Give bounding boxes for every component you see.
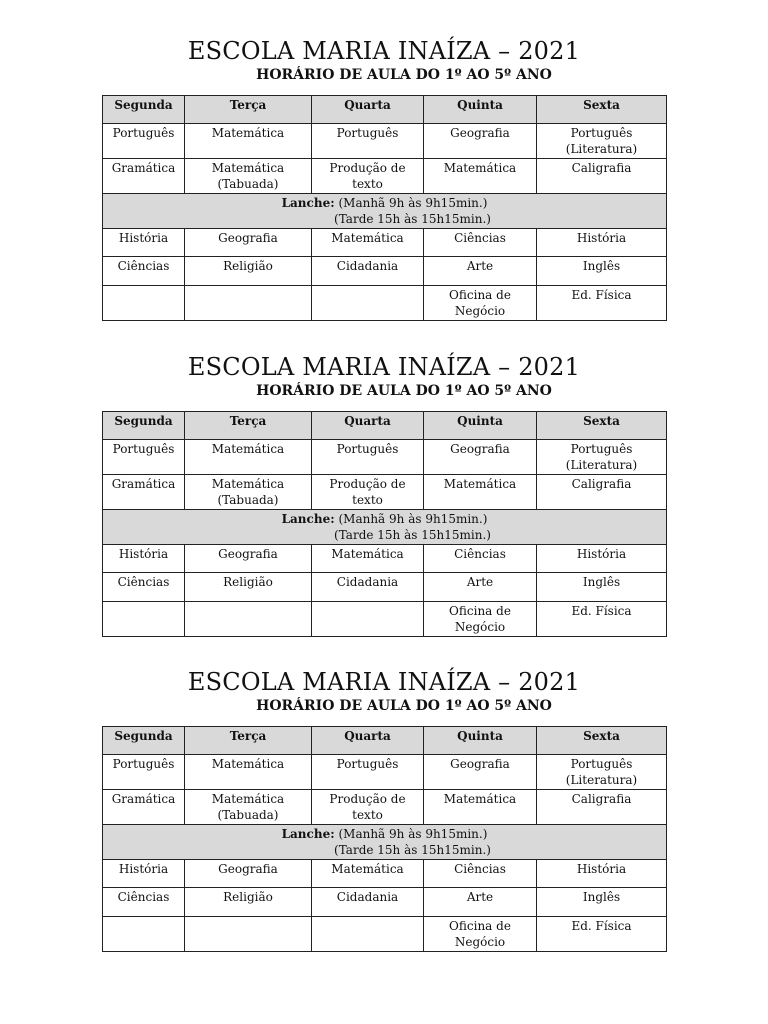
lunch-afternoon: (Tarde 15h às 15h15min.) [334,843,491,857]
class-cell: Arte [424,257,537,286]
table-row [103,602,667,637]
class-cell: Produção de texto [312,159,424,194]
class-cell: Português [103,124,185,159]
day-header-wednesday: Quarta [312,727,424,755]
class-cell: Religião [185,888,312,917]
class-cell: Português [312,124,424,159]
class-cell: Arte [424,573,537,602]
schedule-subtitle: HORÁRIO DE AULA DO 1º AO 5º ANO [256,383,552,399]
class-cell: Geografia [424,440,537,475]
lunch-label: Lanche: [281,196,335,210]
table-row [103,286,667,321]
class-cell [103,917,185,952]
class-cell: Ciências [424,860,537,888]
day-header-wednesday: Quarta [312,96,424,124]
class-cell: Geografia [424,755,537,790]
class-cell: Cidadania [312,888,424,917]
lunch-cell [103,194,667,229]
table-row [103,917,667,952]
class-cell: Português (Literatura) [537,440,667,475]
schedule-table [102,726,667,952]
table-row [103,440,667,475]
class-cell: Caligrafia [537,790,667,825]
header-row [103,727,667,755]
class-cell: Gramática [103,790,185,825]
table-row [103,124,667,159]
day-header-monday: Segunda [103,96,185,124]
class-cell: Português [312,440,424,475]
schedule-table [102,411,667,637]
day-header-tuesday: Terça [185,96,312,124]
class-cell: História [103,545,185,573]
class-cell: Matemática [312,860,424,888]
class-cell: Caligrafia [537,475,667,510]
class-cell: Ciências [103,573,185,602]
day-header-friday: Sexta [537,412,667,440]
class-cell: Ed. Física [537,602,667,637]
schedule-table [102,95,667,321]
class-cell: Oficina de Negócio [424,286,537,321]
class-cell: Matemática [424,790,537,825]
day-header-friday: Sexta [537,96,667,124]
school-title: ESCOLA MARIA INAÍZA – 2021 [187,37,581,65]
lunch-cell [103,825,667,860]
class-cell: Oficina de Negócio [424,602,537,637]
class-cell: Geografia [424,124,537,159]
table-row [103,545,667,573]
lunch-row [103,510,667,545]
class-cell: Produção de texto [312,475,424,510]
class-cell: Geografia [185,545,312,573]
class-cell: Religião [185,573,312,602]
table-row [103,573,667,602]
class-cell [185,286,312,321]
school-title: ESCOLA MARIA INAÍZA – 2021 [187,353,581,381]
class-cell: Caligrafia [537,159,667,194]
class-cell: Ciências [424,229,537,257]
day-header-monday: Segunda [103,412,185,440]
class-cell: História [103,860,185,888]
schedule-section-3 [0,667,768,987]
class-cell: Produção de texto [312,790,424,825]
header-row [103,412,667,440]
class-cell: Inglês [537,257,667,286]
day-header-friday: Sexta [537,727,667,755]
class-cell: Matemática (Tabuada) [185,159,312,194]
class-cell: Oficina de Negócio [424,917,537,952]
class-cell [185,602,312,637]
class-cell: Geografia [185,229,312,257]
class-cell: Religião [185,257,312,286]
lunch-afternoon: (Tarde 15h às 15h15min.) [334,212,491,226]
day-header-thursday: Quinta [424,727,537,755]
class-cell: Matemática (Tabuada) [185,790,312,825]
class-cell [312,917,424,952]
class-cell: Ciências [424,545,537,573]
schedule-subtitle: HORÁRIO DE AULA DO 1º AO 5º ANO [256,698,552,714]
class-cell: Matemática [312,545,424,573]
class-cell [185,917,312,952]
class-cell [103,602,185,637]
class-cell [103,286,185,321]
class-cell: Português (Literatura) [537,755,667,790]
table-row [103,257,667,286]
table-row [103,860,667,888]
table-row [103,888,667,917]
class-cell: Inglês [537,888,667,917]
lunch-cell [103,510,667,545]
class-cell: Matemática [185,124,312,159]
class-cell: Matemática [185,440,312,475]
table-row [103,755,667,790]
lunch-row [103,194,667,229]
table-row [103,475,667,510]
class-cell: Arte [424,888,537,917]
class-cell: Cidadania [312,573,424,602]
class-cell [312,286,424,321]
schedule-subtitle: HORÁRIO DE AULA DO 1º AO 5º ANO [256,67,552,83]
class-cell: Gramática [103,159,185,194]
schedule-section-1 [0,36,768,356]
class-cell: Ciências [103,888,185,917]
class-cell: História [537,860,667,888]
day-header-wednesday: Quarta [312,412,424,440]
class-cell: Geografia [185,860,312,888]
class-cell: Ed. Física [537,286,667,321]
table-row [103,790,667,825]
lunch-row [103,825,667,860]
class-cell: Matemática [312,229,424,257]
class-cell: História [537,229,667,257]
class-cell: Matemática [185,755,312,790]
class-cell: Cidadania [312,257,424,286]
table-row [103,159,667,194]
class-cell: Ciências [103,257,185,286]
day-header-tuesday: Terça [185,727,312,755]
class-cell: Matemática [424,475,537,510]
day-header-thursday: Quinta [424,412,537,440]
lunch-morning: (Manhã 9h às 9h15min.) [338,512,488,526]
class-cell: Gramática [103,475,185,510]
day-header-tuesday: Terça [185,412,312,440]
table-row [103,229,667,257]
lunch-label: Lanche: [281,827,335,841]
class-cell: Inglês [537,573,667,602]
day-header-thursday: Quinta [424,96,537,124]
lunch-afternoon: (Tarde 15h às 15h15min.) [334,528,491,542]
class-cell: História [103,229,185,257]
class-cell: Português (Literatura) [537,124,667,159]
header-row [103,96,667,124]
lunch-morning: (Manhã 9h às 9h15min.) [338,196,488,210]
class-cell: Matemática [424,159,537,194]
class-cell: Ed. Física [537,917,667,952]
lunch-morning: (Manhã 9h às 9h15min.) [338,827,488,841]
schedule-section-2 [0,352,768,672]
school-title: ESCOLA MARIA INAÍZA – 2021 [187,668,581,696]
class-cell: Português [312,755,424,790]
class-cell: Matemática (Tabuada) [185,475,312,510]
class-cell: Português [103,755,185,790]
lunch-label: Lanche: [281,512,335,526]
day-header-monday: Segunda [103,727,185,755]
class-cell [312,602,424,637]
class-cell: Português [103,440,185,475]
class-cell: História [537,545,667,573]
